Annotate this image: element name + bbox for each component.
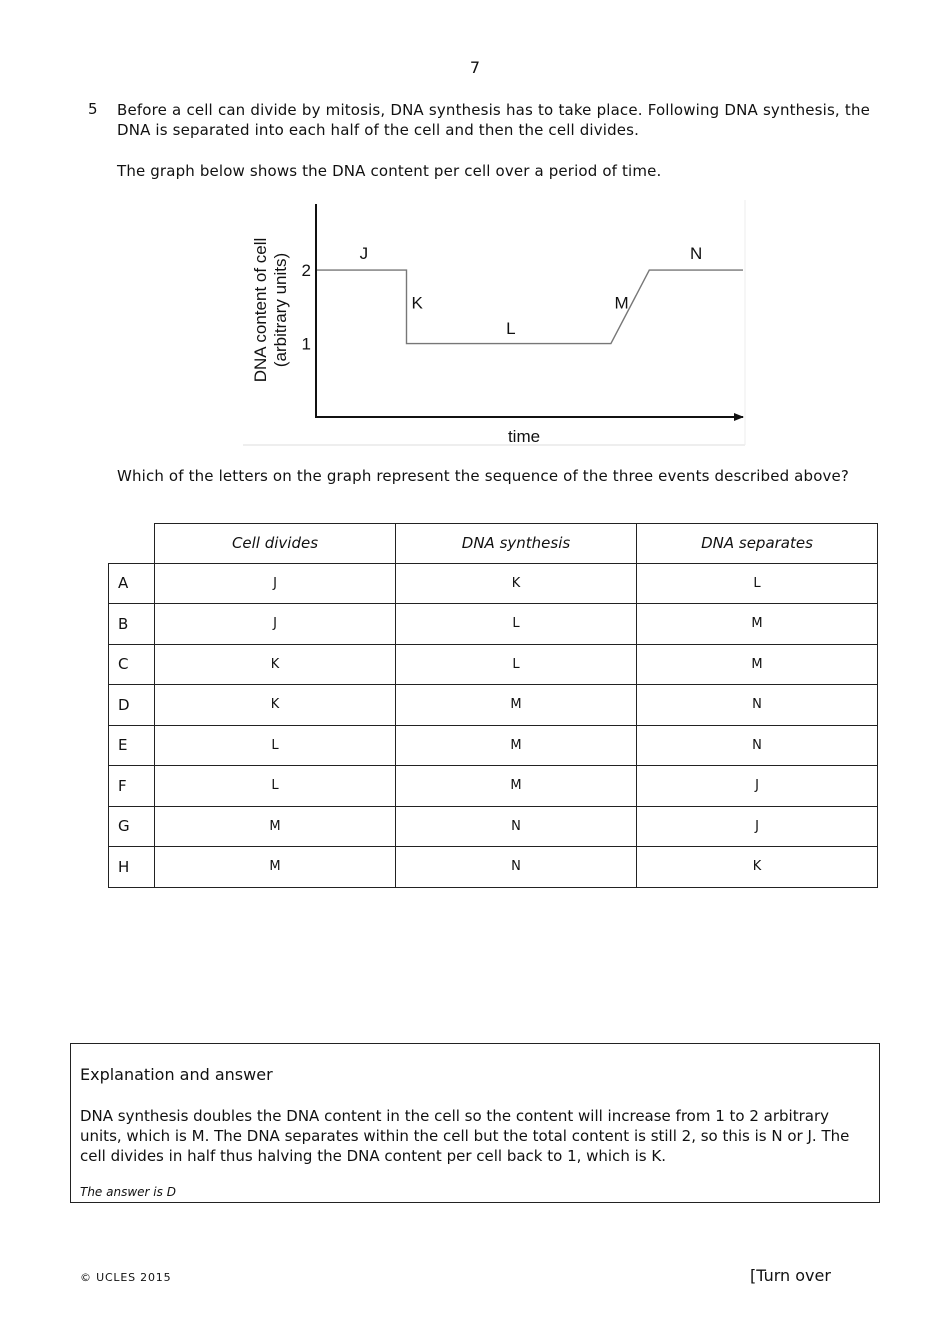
graph-label-l: L <box>506 319 516 339</box>
explanation-title: Explanation and answer <box>80 1065 273 1084</box>
dna-synthesis-value: M <box>396 685 637 726</box>
y-axis-label-line2: (arbitrary units) <box>271 252 290 368</box>
dna-separates-value: N <box>637 725 878 766</box>
option-row-a[interactable] <box>109 563 878 604</box>
turn-over: [Turn over <box>750 1266 831 1285</box>
option-letter[interactable]: G <box>109 806 155 847</box>
options-header-row <box>109 524 878 564</box>
cell-divides-value: J <box>155 604 396 645</box>
header-blank-cell <box>109 524 155 564</box>
option-row-d[interactable] <box>109 685 878 726</box>
option-letter[interactable]: B <box>109 604 155 645</box>
dna-separates-value: K <box>637 847 878 888</box>
graph-label-k: K <box>411 293 423 313</box>
graph-label-j: J <box>359 244 369 264</box>
option-letter[interactable]: E <box>109 725 155 766</box>
copyright: © UCLES 2015 <box>80 1271 172 1284</box>
option-row-h[interactable] <box>109 847 878 888</box>
option-row-g[interactable] <box>109 806 878 847</box>
dna-synthesis-value: M <box>396 766 637 807</box>
option-row-c[interactable] <box>109 644 878 685</box>
option-letter[interactable]: A <box>109 563 155 604</box>
dna-separates-value: L <box>637 563 878 604</box>
dna-synthesis-value: K <box>396 563 637 604</box>
cell-divides-value: K <box>155 644 396 685</box>
header-cell-divides: Cell divides <box>155 524 396 564</box>
dna-separates-value: M <box>637 644 878 685</box>
cell-divides-value: L <box>155 766 396 807</box>
question-number: 5 <box>88 100 98 118</box>
dna-content-line <box>317 270 743 344</box>
option-row-e[interactable] <box>109 725 878 766</box>
option-letter[interactable]: H <box>109 847 155 888</box>
dna-separates-value: J <box>637 806 878 847</box>
dna-separates-value: M <box>637 604 878 645</box>
dna-separates-value: J <box>637 766 878 807</box>
question-intro: Before a cell can divide by mitosis, DNA synthesis has to take place. Following DNA synthesis, the DNA is separated into each half of the cell and then the cell divides. <box>117 101 870 139</box>
dna-synthesis-value: L <box>396 644 637 685</box>
graph-label-n: N <box>689 244 703 264</box>
header-dna-synthesis: DNA synthesis <box>396 524 637 564</box>
explanation-text: DNA synthesis doubles the DNA content in the cell so the content will increase from 1 to 2 arbitrary units, which is M. The DNA separates within the cell but the total content is still 2, so this is N or J. The cell divides in half thus halving the DNA content per cell back to 1, which is K. <box>80 1107 850 1165</box>
option-letter[interactable]: D <box>109 685 155 726</box>
cell-divides-value: L <box>155 725 396 766</box>
y-tick-label-2: 2 <box>301 261 311 281</box>
question-prompt: Which of the letters on the graph represent the sequence of the three events described above? <box>117 467 850 485</box>
dna-synthesis-value: N <box>396 806 637 847</box>
dna-synthesis-value: M <box>396 725 637 766</box>
y-axis-label-line1: DNA content of cell <box>251 237 270 383</box>
page-number: 7 <box>469 58 481 77</box>
explanation-box <box>70 1043 880 1203</box>
graph-intro: The graph below shows the DNA content per cell over a period of time. <box>117 162 662 180</box>
option-letter[interactable]: C <box>109 644 155 685</box>
cell-divides-value: K <box>155 685 396 726</box>
cell-divides-value: J <box>155 563 396 604</box>
explanation-answer: The answer is D <box>80 1185 176 1199</box>
y-axis-label-group <box>251 238 290 383</box>
graph-label-m: M <box>614 293 629 313</box>
cell-divides-value: M <box>155 806 396 847</box>
dna-content-graph <box>240 198 750 448</box>
dna-synthesis-value: L <box>396 604 637 645</box>
option-row-b[interactable] <box>109 604 878 645</box>
dna-synthesis-value: N <box>396 847 637 888</box>
option-letter[interactable]: F <box>109 766 155 807</box>
options-table <box>108 523 878 888</box>
header-dna-separates: DNA separates <box>637 524 878 564</box>
dna-separates-value: N <box>637 685 878 726</box>
y-tick-label-1: 1 <box>301 334 311 354</box>
cell-divides-value: M <box>155 847 396 888</box>
x-axis-label: time <box>507 427 541 446</box>
option-row-f[interactable] <box>109 766 878 807</box>
